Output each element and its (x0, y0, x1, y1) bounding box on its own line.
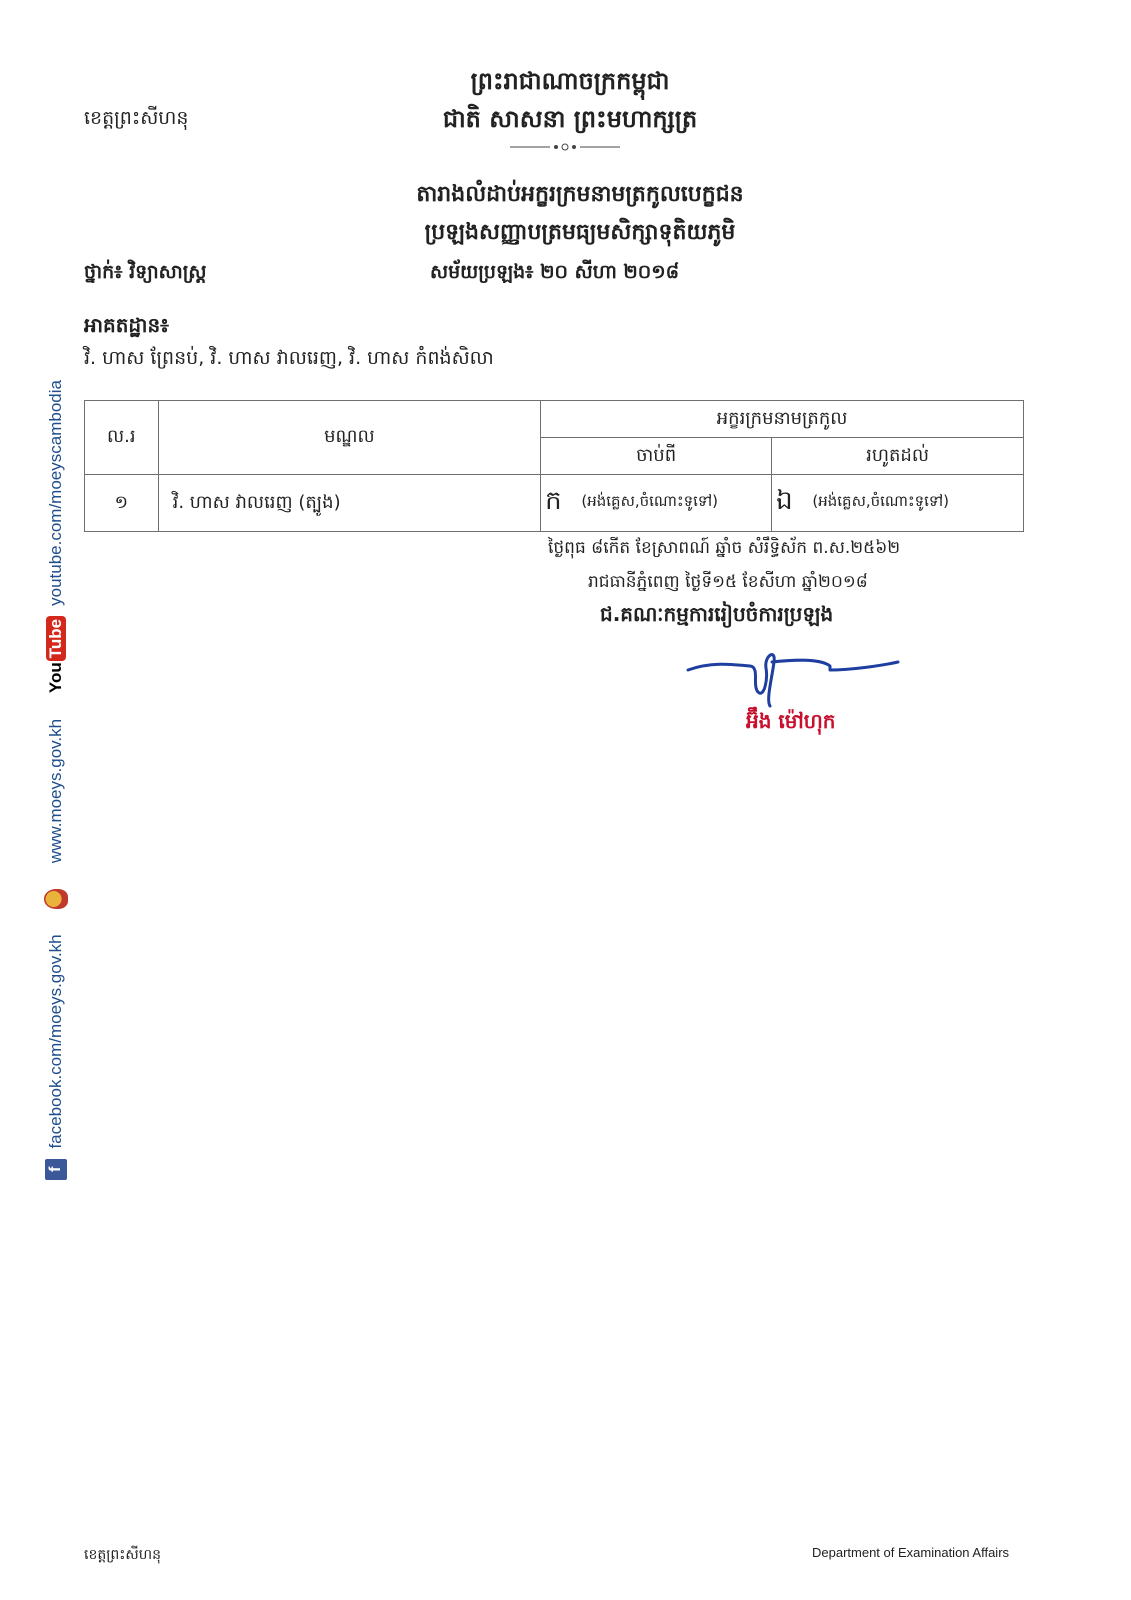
province-label: ខេត្តព្រះសីហនុ (84, 107, 189, 129)
lunar-date: ថ្ងៃពុធ ៨កើត ខែស្រាពណ៍ ឆ្នាំច សំរឹទ្ធិស័ក ព.ស.២៥៦២ (548, 538, 901, 558)
alphabet-range-table (84, 400, 1024, 532)
table-row (85, 475, 1024, 532)
signer-name: អ៊ឹង ម៉ៅហុក (746, 709, 836, 733)
to-letter: ឯ (776, 486, 793, 516)
rooms-list: វិ. ហាស ព្រែនប់, វិ. ហាស វាលរេញ, វិ. ហាស កំពង់សិលា (84, 347, 494, 369)
youtube-link[interactable]: youtube.com/moeyscambodia (46, 380, 65, 606)
nation-motto: ជាតិ សាសនា ព្រះមហាក្សត្រ (442, 105, 698, 133)
kingdom-heading: ព្រះរាជាណាចក្រកម្ពុជា (470, 67, 670, 95)
cell-no: ១ (85, 475, 159, 532)
document-title: តារាងលំដាប់អក្ខរក្រមនាមត្រកូលបេក្ខជន (416, 182, 744, 207)
cell-to (772, 475, 1024, 532)
footer-department: Department of Examination Affairs (812, 1545, 1010, 1560)
ministry-crest-icon (44, 889, 68, 909)
session-label: សម័យប្រឡង៖ ២០ សីហា ២០១៨ (430, 261, 680, 283)
header-center: មណ្ឌល (158, 401, 541, 475)
header-to: រហូតដល់ (772, 438, 1024, 475)
header-from: ចាប់ពី (541, 438, 772, 475)
committee-label: ជ.គណៈកម្មការរៀបចំការប្រឡង (600, 602, 834, 626)
signature-image (680, 640, 910, 710)
social-banner (38, 380, 74, 1180)
facebook-link[interactable]: facebook.com/moeys.gov.kh (46, 934, 65, 1149)
header-alphabet: អក្ខរក្រមនាមត្រកូល (541, 401, 1024, 438)
youtube-logo-tube: Tube (46, 616, 66, 661)
cell-center: វិ. ហាស វាលរេញ (ត្បូង) (158, 475, 541, 532)
cell-from (541, 475, 772, 532)
from-letter: ក (545, 486, 562, 516)
to-note: (អង់គ្លេស,ចំណោះទូទៅ) (812, 492, 949, 510)
youtube-logo-you: You (46, 662, 65, 694)
header-no: ល.រ (85, 401, 159, 475)
facebook-icon: f (45, 1159, 67, 1180)
youtube-icon (46, 616, 66, 693)
divider-ornament (510, 142, 620, 152)
website-link[interactable]: www.moeys.gov.kh (46, 718, 65, 864)
solar-date: រាជធានីភ្នំពេញ ថ្ងៃទី១៥ ខែសីហា ឆ្នាំ២០១៨ (588, 572, 868, 592)
document-subtitle: ប្រឡងសញ្ញាបត្រមធ្យមសិក្សាទុតិយភូមិ (424, 220, 736, 245)
rooms-heading: អាគតដ្ឋាន៖ (84, 313, 169, 337)
from-note: (អង់គ្លេស,ចំណោះទូទៅ) (581, 492, 718, 510)
footer-province: ខេត្តព្រះសីហនុ (84, 1547, 161, 1563)
grade-label: ថ្នាក់៖ វិទ្យាសាស្ត្រ (84, 261, 207, 283)
